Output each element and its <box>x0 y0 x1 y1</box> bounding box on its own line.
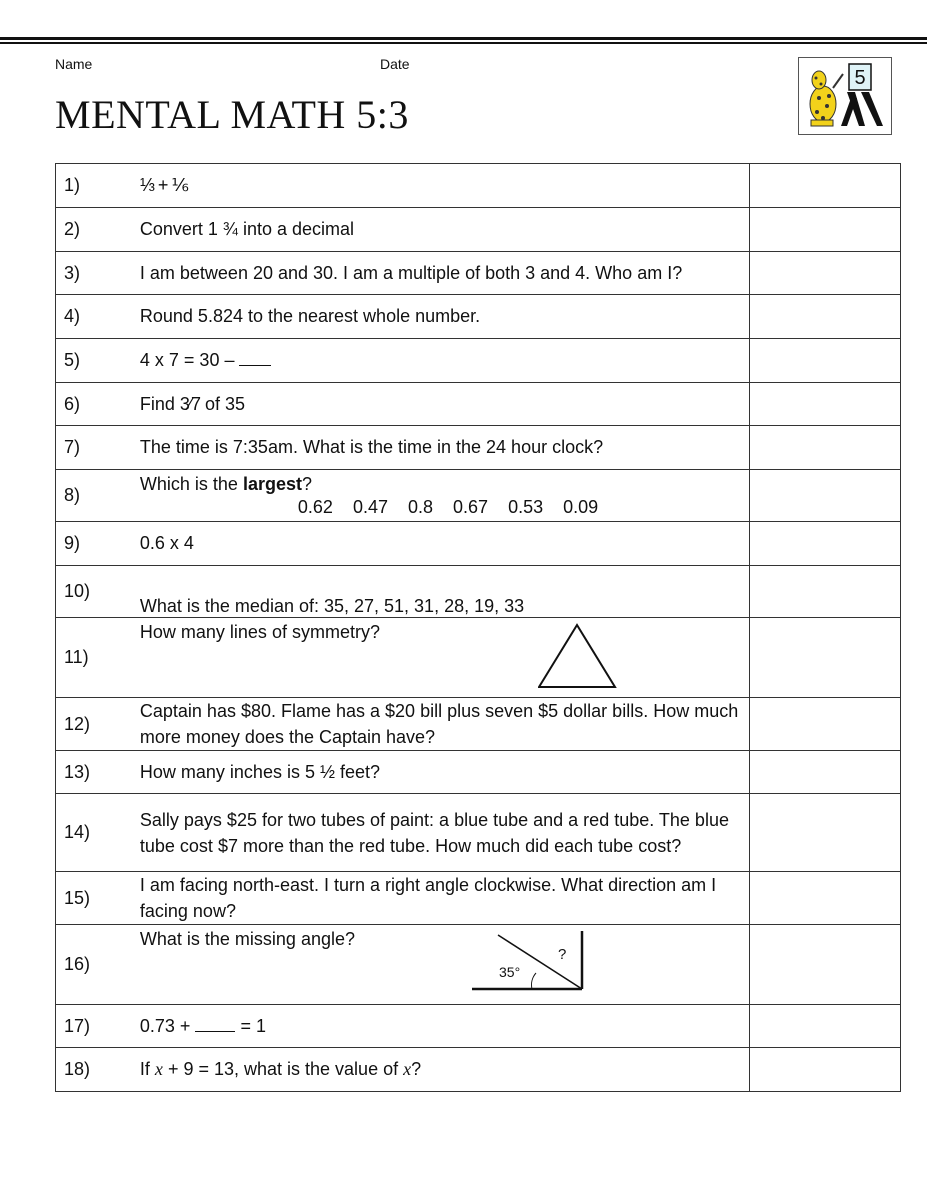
question-text: Which is the largest? 0.62 0.47 0.8 0.67 0.53 0.09 <box>140 470 750 522</box>
question-number: 7) <box>56 426 140 470</box>
name-label: Name <box>55 56 93 72</box>
triangle-icon <box>538 622 618 690</box>
question-number: 11) <box>56 618 140 698</box>
question-number: 12) <box>56 698 140 751</box>
question-row-5 <box>56 339 901 383</box>
answer-box[interactable] <box>750 698 901 751</box>
question-number: 6) <box>56 383 140 426</box>
answer-box[interactable] <box>750 426 901 470</box>
answer-box[interactable] <box>750 383 901 426</box>
question-number: 1) <box>56 164 140 208</box>
answer-box[interactable] <box>750 470 901 522</box>
question-text: 0.6 x 4 <box>140 522 750 566</box>
answer-box[interactable] <box>750 208 901 252</box>
question-text: How many inches is 5 ½ feet? <box>140 751 750 794</box>
known-angle-label: 35° <box>498 964 521 980</box>
question-text: If x + 9 = 13, what is the value of x? <box>140 1048 750 1092</box>
answer-box[interactable] <box>750 1048 901 1092</box>
question-text: 4 x 7 = 30 – <box>140 339 750 383</box>
logo <box>798 57 892 135</box>
question-text: Captain has $80. Flame has a $20 bill plus seven $5 dollar bills. How much more money does the Captain have? <box>140 698 750 751</box>
question-number: 18) <box>56 1048 140 1092</box>
question-number: 2) <box>56 208 140 252</box>
question-text: Convert 1 ¾ into a decimal <box>140 208 750 252</box>
logo-grade: 5 <box>854 67 866 89</box>
answer-box[interactable] <box>750 872 901 925</box>
answer-box[interactable] <box>750 252 901 295</box>
question-text: What is the median of: 35, 27, 51, 31, 28, 19, 33 <box>140 566 750 618</box>
question-number: 13) <box>56 751 140 794</box>
question-number: 15) <box>56 872 140 925</box>
question-text: I am between 20 and 30. I am a multiple of both 3 and 4. Who am I? <box>140 252 750 295</box>
question-text: What is the missing angle? 35° ? <box>140 925 750 1005</box>
top-rule-thin <box>0 42 927 44</box>
answer-box[interactable] <box>750 794 901 872</box>
question-number: 10) <box>56 566 140 618</box>
answer-box[interactable] <box>750 618 901 698</box>
question-row-15 <box>56 872 901 925</box>
question-row-16 <box>56 925 901 1005</box>
question-row-3 <box>56 252 901 295</box>
question-number: 8) <box>56 470 140 522</box>
question-text: The time is 7:35am. What is the time in the 24 hour clock? <box>140 426 750 470</box>
angle-diagram <box>470 929 586 993</box>
answer-box[interactable] <box>750 925 901 1005</box>
question-row-14 <box>56 794 901 872</box>
question-number: 3) <box>56 252 140 295</box>
question-row-2 <box>56 208 901 252</box>
question-row-7 <box>56 426 901 470</box>
question-number: 16) <box>56 925 140 1005</box>
question-row-6 <box>56 383 901 426</box>
question-row-11 <box>56 618 901 698</box>
answer-box[interactable] <box>750 566 901 618</box>
question-text: 0.73 + = 1 <box>140 1005 750 1048</box>
question-text: ⅓ + ⅙ <box>140 164 750 208</box>
question-text: Find 3⁄7 of 35 <box>140 383 750 426</box>
question-row-10 <box>56 566 901 618</box>
value-list: 0.62 0.47 0.8 0.67 0.53 0.09 <box>297 496 599 517</box>
date-label: Date <box>380 56 410 72</box>
question-row-8 <box>56 470 901 522</box>
question-row-17 <box>56 1005 901 1048</box>
question-text: I am facing north-east. I turn a right angle clockwise. What direction am I facing now? <box>140 872 750 925</box>
question-row-18 <box>56 1048 901 1092</box>
question-number: 9) <box>56 522 140 566</box>
blank-line <box>239 364 271 366</box>
answer-box[interactable] <box>750 751 901 794</box>
page-title: MENTAL MATH 5:3 <box>55 92 409 137</box>
answer-box[interactable] <box>750 295 901 339</box>
question-number: 17) <box>56 1005 140 1048</box>
question-number: 14) <box>56 794 140 872</box>
top-rule <box>0 37 927 40</box>
question-number: 5) <box>56 339 140 383</box>
question-text: How many lines of symmetry? <box>140 618 750 698</box>
question-row-12 <box>56 698 901 751</box>
unknown-angle-label: ? <box>557 946 567 963</box>
questions-table <box>55 163 901 1092</box>
question-text: Round 5.824 to the nearest whole number. <box>140 295 750 339</box>
question-row-1 <box>56 164 901 208</box>
question-row-9 <box>56 522 901 566</box>
question-text: Sally pays $25 for two tubes of paint: a blue tube and a red tube. The blue tube cost $7 more than the red tube. How much did each tube cost? <box>140 794 750 872</box>
answer-box[interactable] <box>750 339 901 383</box>
question-row-4 <box>56 295 901 339</box>
giraffe-logo-icon <box>799 58 891 134</box>
question-number: 4) <box>56 295 140 339</box>
question-row-13 <box>56 751 901 794</box>
answer-box[interactable] <box>750 164 901 208</box>
answer-box[interactable] <box>750 1005 901 1048</box>
answer-box[interactable] <box>750 522 901 566</box>
blank-line <box>195 1030 235 1032</box>
